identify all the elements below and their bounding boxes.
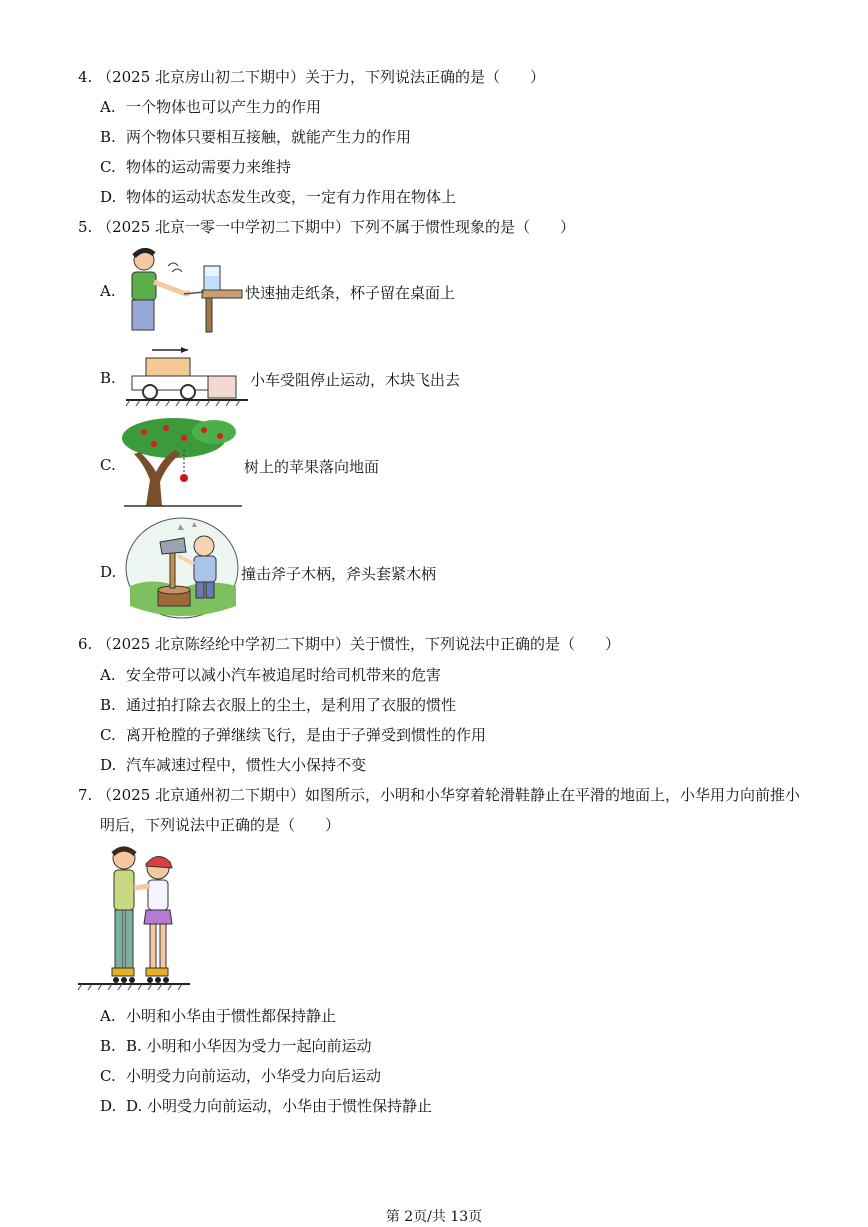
option-label: B. (100, 369, 116, 387)
option-label: B. (100, 1037, 116, 1055)
option-label: C. (100, 1067, 116, 1085)
option-label: B. (100, 696, 116, 714)
option-text: 小明受力向前运动，小华受力向后运动 (126, 1067, 382, 1085)
option-text: 安全带可以减小汽车被追尾时给司机带来的危害 (126, 666, 442, 684)
option-label: C. (100, 158, 116, 176)
option-text: 小明和小华由于惯性都保持静止 (126, 1007, 337, 1025)
option-text: 通过拍打除去衣服上的尘土，是利用了衣服的惯性 (126, 696, 457, 714)
q7-option-d (100, 1095, 432, 1117)
apple-tree-icon (124, 420, 242, 508)
page-footer: 第 2页/共 13页 (385, 1209, 483, 1225)
option-label: D. (100, 756, 117, 774)
question-6-stem: 6. （2025 北京陈经纶中学初二下期中）关于惯性，下列说法中正确的是（ ） (78, 635, 621, 653)
option-text: 树上的苹果落向地面 (244, 458, 380, 476)
option-label: A. (100, 666, 116, 684)
q4-option-c (100, 156, 291, 178)
option-label: A. (100, 98, 116, 116)
q6-option-d (100, 754, 366, 776)
q6-option-b (100, 694, 456, 716)
option-label: A. (100, 282, 116, 300)
q7-option-b (100, 1035, 372, 1057)
boy-pulling-paper-icon (124, 246, 246, 334)
q7-option-a (100, 1005, 336, 1027)
option-text: 物体的运动需要力来维持 (126, 158, 292, 176)
option-label: D. (100, 188, 117, 206)
option-text: 离开枪膛的子弹继续飞行，是由于子弹受到惯性的作用 (126, 726, 487, 744)
axe-tightening-icon (124, 516, 240, 620)
option-label: D. (100, 563, 117, 581)
option-text: 一个物体也可以产生力的作用 (126, 98, 322, 116)
option-label: B. (100, 128, 116, 146)
option-text: 汽车减速过程中，惯性大小保持不变 (126, 756, 367, 774)
q6-option-c (100, 724, 486, 746)
option-label: C. (100, 726, 116, 744)
option-text: 两个物体只要相互接触，就能产生力的作用 (126, 128, 412, 146)
option-text: 小车受阻停止运动，木块飞出去 (250, 371, 461, 389)
roller-skaters-icon (78, 844, 190, 994)
question-7-stem-line2: 明后，下列说法中正确的是（ ） (100, 816, 341, 834)
option-text: 撞击斧子木柄，斧头套紧木柄 (241, 565, 437, 583)
q4-option-a (100, 96, 321, 118)
option-text: B. 小明和小华因为受力一起向前运动 (126, 1037, 372, 1055)
cart-with-block-icon (126, 344, 248, 408)
question-7-stem-line1: 7. （2025 北京通州初二下期中）如图所示，小明和小华穿着轮滑鞋静止在平滑的地面上，小华用力向前推小 (78, 786, 801, 804)
option-label: D. (100, 1097, 117, 1115)
q4-option-b (100, 126, 411, 148)
option-text: 快速抽走纸条，杯子留在桌面上 (245, 284, 456, 302)
q4-option-d (100, 186, 456, 208)
option-text: D. 小明受力向前运动，小华由于惯性保持静止 (126, 1097, 433, 1115)
question-4-stem: 4. （2025 北京房山初二下期中）关于力，下列说法正确的是（ ） (78, 68, 546, 86)
q6-option-a (100, 664, 441, 686)
q7-option-c (100, 1065, 381, 1087)
option-text: 物体的运动状态发生改变，一定有力作用在物体上 (126, 188, 457, 206)
question-5-stem: 5. （2025 北京一零一中学初二下期中）下列不属于惯性现象的是（ ） (78, 218, 576, 236)
option-label: A. (100, 1007, 116, 1025)
option-label: C. (100, 456, 116, 474)
